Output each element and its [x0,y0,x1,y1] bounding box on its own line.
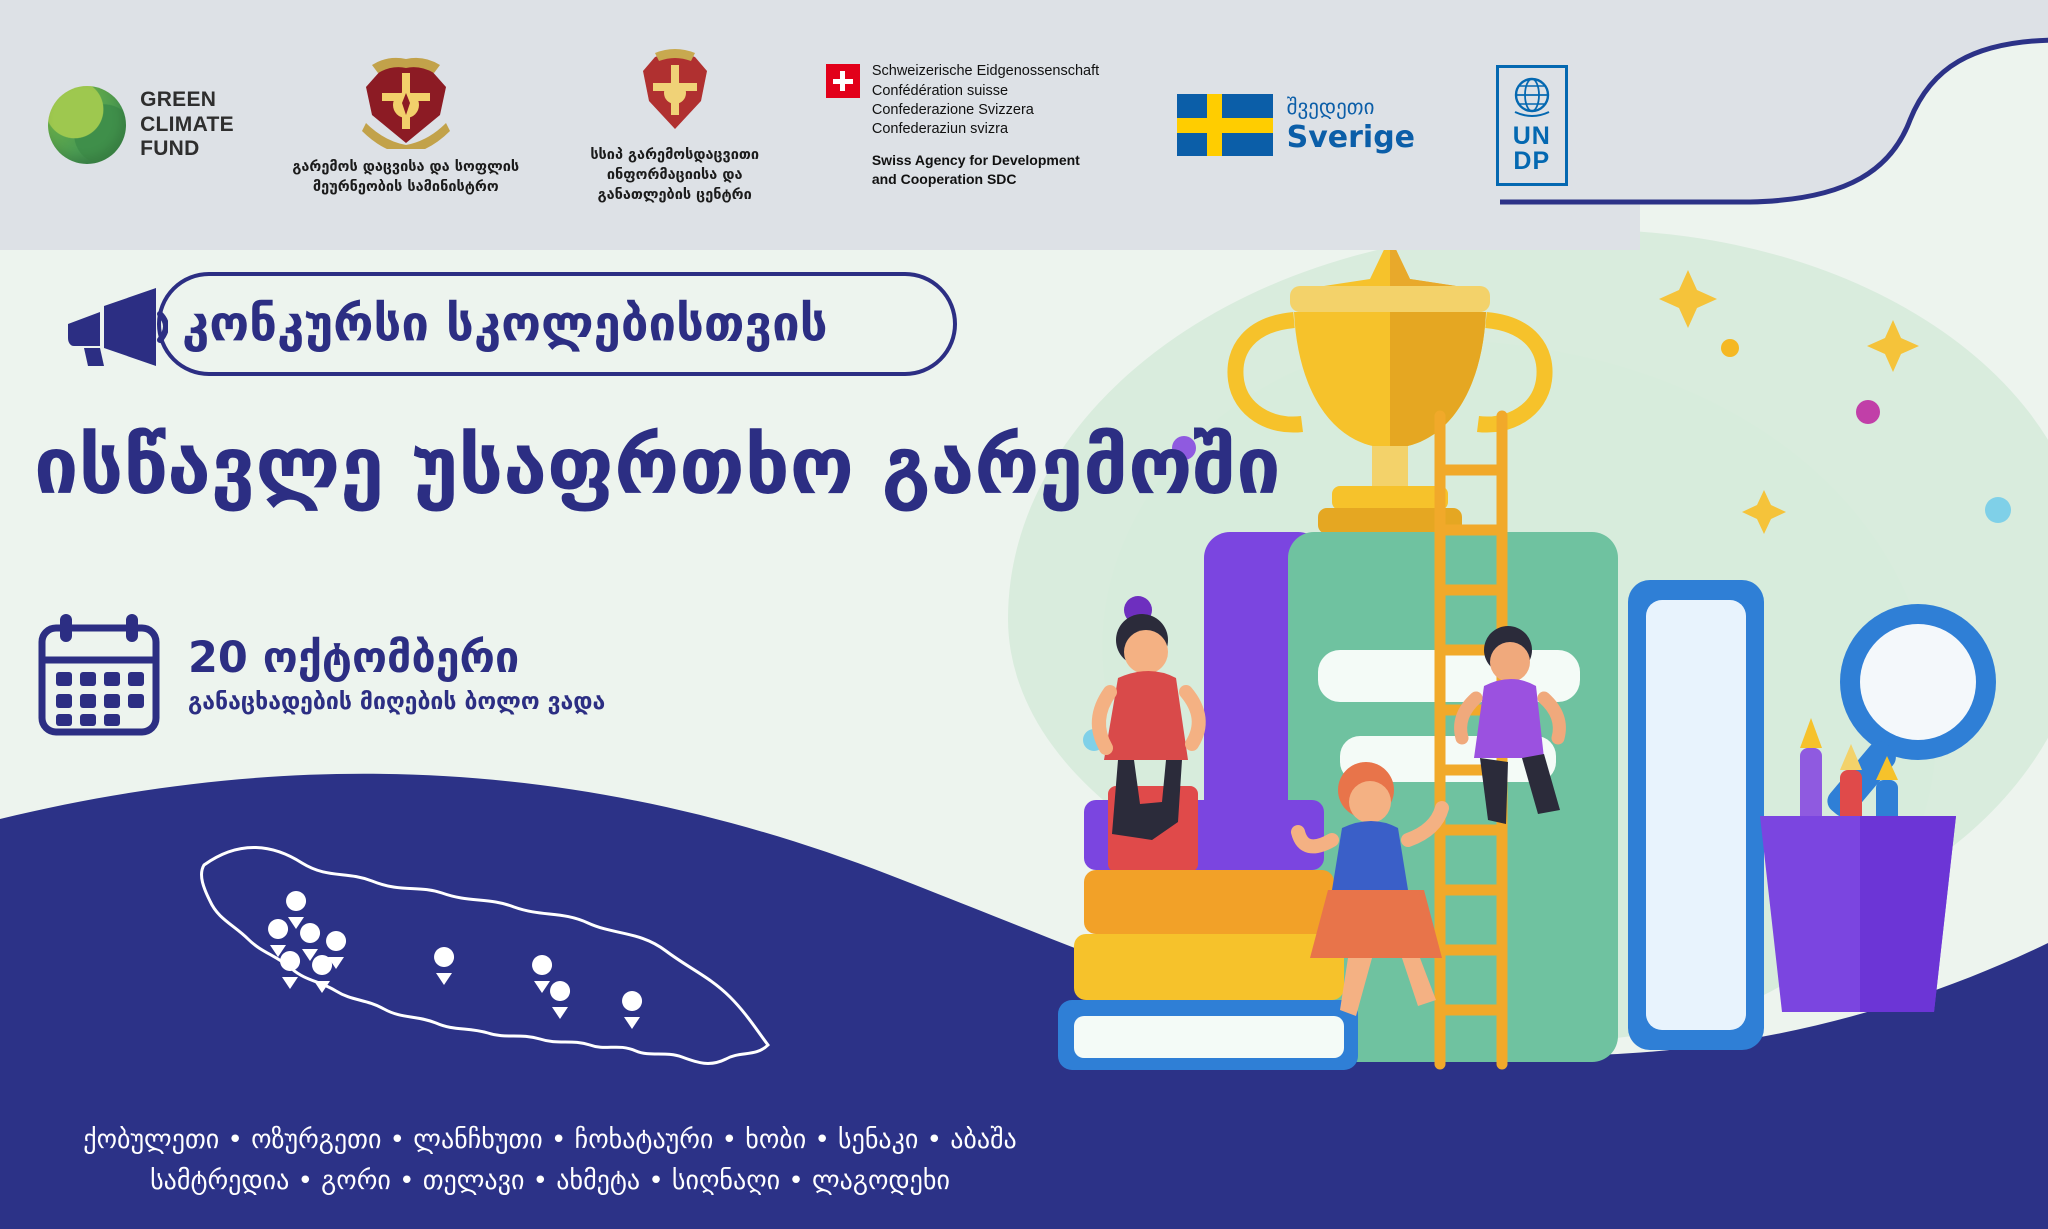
deadline-block [36,612,605,738]
towns-line-1: ქობულეთი • ოზურგეთი • ლანჩხუთი • ჩოხატაური • ხობი • სენაკი • აბაშა [83,1125,1017,1156]
undp-letters-bottom: DP [1513,147,1551,175]
swiss-line-rm: Confederaziun svizra [871,121,1009,138]
swiss-agency-sub [872,151,1080,187]
deadline-note: განაცხადების მიღების ბოლო ვადა [188,688,606,715]
illustration-trophy-books [988,180,2048,1180]
donor-logo-info-centre [568,45,782,205]
calendar-icon [36,612,162,738]
towns-list [0,1120,1100,1201]
badge-label: კონკურსი სკოლებისთვის [182,295,828,353]
swiss-sub-line-1: Swiss Agency for Development [871,152,1080,169]
donor-logo-undp [1464,65,1600,186]
gcf-wordmark [140,88,234,162]
environmental-centre-emblem-icon [629,45,721,137]
donor-logo-row [0,0,1600,250]
un-globe-icon [1509,74,1555,120]
green-sphere-icon [48,86,126,164]
info-centre-caption: სსიპ გარემოსდაცვითი ინფორმაციისა და განათლების ცენტრი [590,147,760,203]
sweden-flag-icon [1177,94,1273,156]
swiss-sub-line-2: and Cooperation SDC [871,170,1017,187]
poster-headline: ისწავლე უსაფრთხო გარემოში [34,420,1281,512]
undp-emblem-icon [1496,65,1568,186]
deadline-date: 20 ოქტომბერი [188,633,520,684]
map-pins [268,891,642,1029]
gcf-line-3: FUND [140,137,200,161]
ministry-caption: გარემოს დაცვისა და სოფლის მეურნეობის სამინისტრო [292,159,520,195]
swiss-names [872,62,1099,139]
swiss-line-de: Schweizerische Eidgenossenschaft [871,63,1100,80]
georgia-map [170,811,830,1111]
swiss-flag-icon [826,64,860,98]
swiss-line-fr: Confédération suisse [871,82,1009,99]
donor-logo-gcf [56,86,234,164]
megaphone-icon [60,284,168,368]
georgia-coat-of-arms-icon [352,53,460,149]
swiss-line-it: Confederazione Svizzera [871,101,1034,118]
donor-logo-sweden [1174,94,1418,156]
sweden-name-ka: შვედეთი [1286,94,1375,119]
contest-badge [32,272,932,376]
undp-letters-top: UN [1512,121,1551,150]
towns-line-2: სამტრედია • გორი • თელავი • ახმეტა • სიღნაღი • ლაგოდეხი [150,1165,950,1196]
gcf-line-1: GREEN [140,87,217,111]
donor-logo-swiss [826,62,1118,188]
gcf-line-2: CLIMATE [140,112,234,136]
donor-logo-ministry [284,53,528,197]
sweden-name-en: Sverige [1286,120,1416,156]
